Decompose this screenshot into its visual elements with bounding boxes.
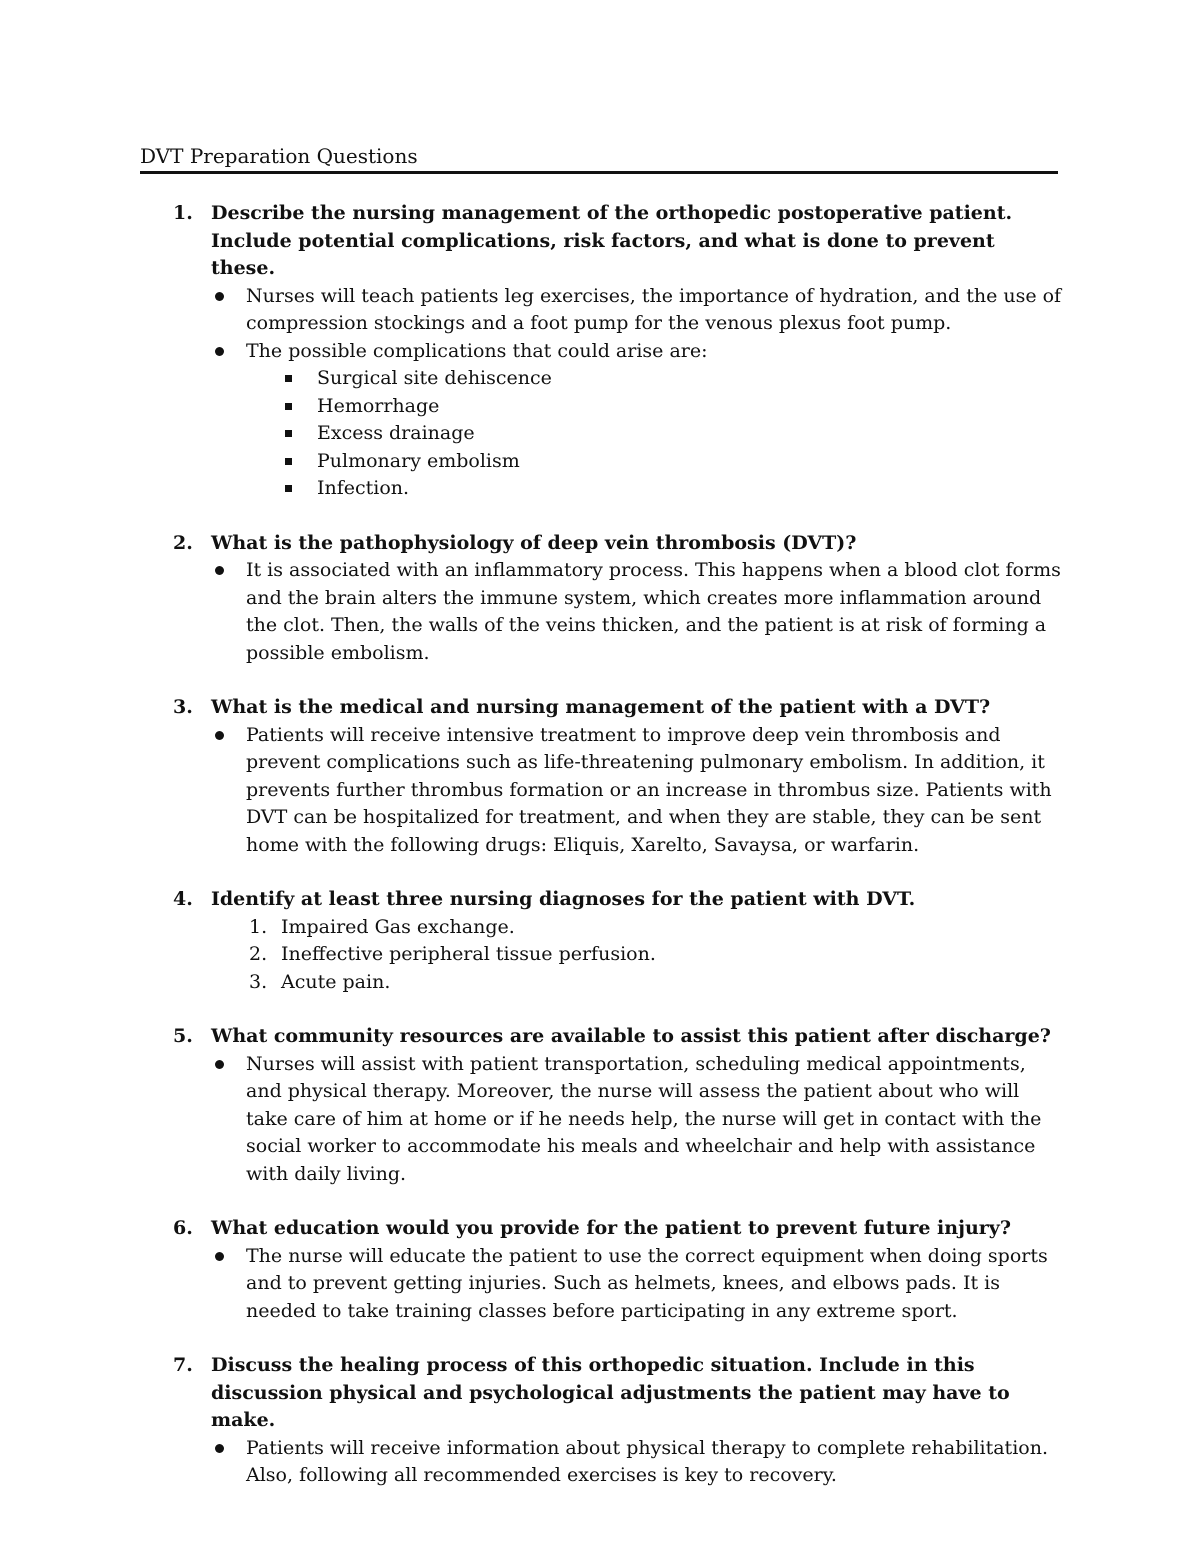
diagnosis-list [0, 914, 1200, 997]
question-text: What community resources are available to assist this patient after discharge? [211, 1025, 1051, 1047]
question-number: 6. [173, 1217, 193, 1239]
question-5 [0, 1023, 1200, 1188]
diagnosis-text: Impaired Gas exchange. [281, 915, 515, 938]
complication-item [317, 393, 1200, 421]
answer-item [246, 283, 1066, 338]
question-text: What education would you provide for the patient to prevent future injury? [211, 1217, 1011, 1239]
answer-item [246, 338, 1066, 366]
bullet-dot-icon [215, 1060, 224, 1069]
complication-text: Surgical site dehiscence [317, 367, 552, 389]
question-text: What is the pathophysiology of deep vein thrombosis (DVT)? [211, 531, 857, 554]
complication-item [317, 475, 1200, 503]
answer-list [0, 557, 1200, 667]
question-4 [0, 886, 1200, 996]
diagnosis-number: 2. [249, 943, 268, 965]
answer-item [246, 557, 1066, 667]
diagnosis-number: 1. [249, 915, 268, 938]
complication-item [317, 448, 1200, 476]
square-bullet-icon [285, 485, 292, 492]
bullet-dot-icon [215, 292, 224, 301]
question-text: Identify at least three nursing diagnoses for the patient with DVT. [211, 888, 916, 910]
question-number: 4. [173, 888, 193, 910]
diagnosis-text: Ineffective peripheral tissue perfusion. [281, 943, 656, 965]
question-number: 1. [173, 202, 193, 224]
complication-text: Pulmonary embolism [317, 449, 520, 472]
diagnosis-number: 3. [249, 970, 268, 993]
complication-list [0, 365, 1200, 503]
answer-item [246, 1051, 1066, 1189]
answer-text: Patients will receive intensive treatment to improve deep vein thrombosis and prevent complications such as life-threatening pulmonary embolism. In addition, it prevents further thrombus formation or an increase in thrombus size. Patients with DVT can be hospitalized for treatment, and when they are stable, they can be sent home with the following drugs: Eliquis, Xarelto, Savaysa, or warfarin. [246, 723, 1052, 856]
bullet-dot-icon [215, 347, 224, 356]
square-bullet-icon [285, 430, 292, 437]
question-number: 7. [173, 1354, 193, 1376]
answer-text: Patients will receive information about physical therapy to complete rehabilitation. Also, following all recommended exercises is key to recovery. [246, 1436, 1048, 1486]
bullet-dot-icon [215, 1252, 224, 1261]
question-6 [0, 1215, 1200, 1325]
answer-text: The nurse will educate the patient to use the correct equipment when doing sports and to prevent getting injuries. Such as helmets, knees, and elbows pads. It is needed to take training classes before participating in any extreme sport. [246, 1244, 1048, 1322]
answer-text: Nurses will teach patients leg exercises, the importance of hydration, and the use of compression stockings and a foot pump for the venous plexus foot pump. [246, 284, 1062, 334]
question-2 [0, 530, 1200, 668]
question-number: 5. [173, 1025, 193, 1047]
question-text: Describe the nursing management of the orthopedic postoperative patient. Include potential complications, risk factors, and what is done to prevent these. [211, 202, 1013, 279]
answer-list [0, 1435, 1200, 1490]
answer-text: It is associated with an inflammatory process. This happens when a blood clot forms and the brain alters the immune system, which creates more inflammation around the clot. Then, the walls of the veins thicken, and the patient is at risk of forming a possible embolism. [246, 559, 1061, 664]
square-bullet-icon [285, 458, 292, 465]
question-number: 3. [173, 696, 193, 718]
answer-list [0, 722, 1200, 860]
square-bullet-icon [285, 375, 292, 382]
answer-text: The possible complications that could arise are: [246, 339, 708, 362]
answer-item [246, 1243, 1066, 1326]
question-text: Discuss the healing process of this orthopedic situation. Include in this discussion physical and psychological adjustments the patient may have to make. [211, 1354, 1010, 1431]
diagnosis-item [249, 941, 1200, 969]
answer-list [0, 283, 1200, 366]
document-title: DVT Preparation Questions [140, 143, 1058, 174]
diagnosis-text: Acute pain. [281, 970, 391, 993]
answer-text: Nurses will assist with patient transportation, scheduling medical appointments, and physical therapy. Moreover, the nurse will assess the patient about who will take care of him at home or if he needs help, the nurse will get in contact with the social worker to accommodate his meals and wheelchair and help with assistance with daily living. [246, 1052, 1042, 1185]
bullet-dot-icon [215, 1444, 224, 1453]
answer-item [246, 722, 1066, 860]
complication-item [317, 365, 1200, 393]
bullet-dot-icon [215, 731, 224, 740]
question-3 [0, 694, 1200, 859]
complication-text: Hemorrhage [317, 394, 440, 417]
question-list [0, 200, 1200, 1517]
diagnosis-item [249, 914, 1200, 942]
square-bullet-icon [285, 403, 292, 410]
question-7 [0, 1352, 1200, 1490]
complication-item [317, 420, 1200, 448]
answer-list [0, 1051, 1200, 1189]
complication-text: Infection. [317, 477, 410, 499]
bullet-dot-icon [215, 566, 224, 575]
answer-list [0, 1243, 1200, 1326]
question-number: 2. [173, 531, 193, 554]
complication-text: Excess drainage [317, 422, 475, 444]
diagnosis-item [249, 969, 1200, 997]
question-1 [0, 200, 1200, 503]
question-text: What is the medical and nursing management of the patient with a DVT? [211, 696, 991, 718]
answer-item [246, 1435, 1066, 1490]
